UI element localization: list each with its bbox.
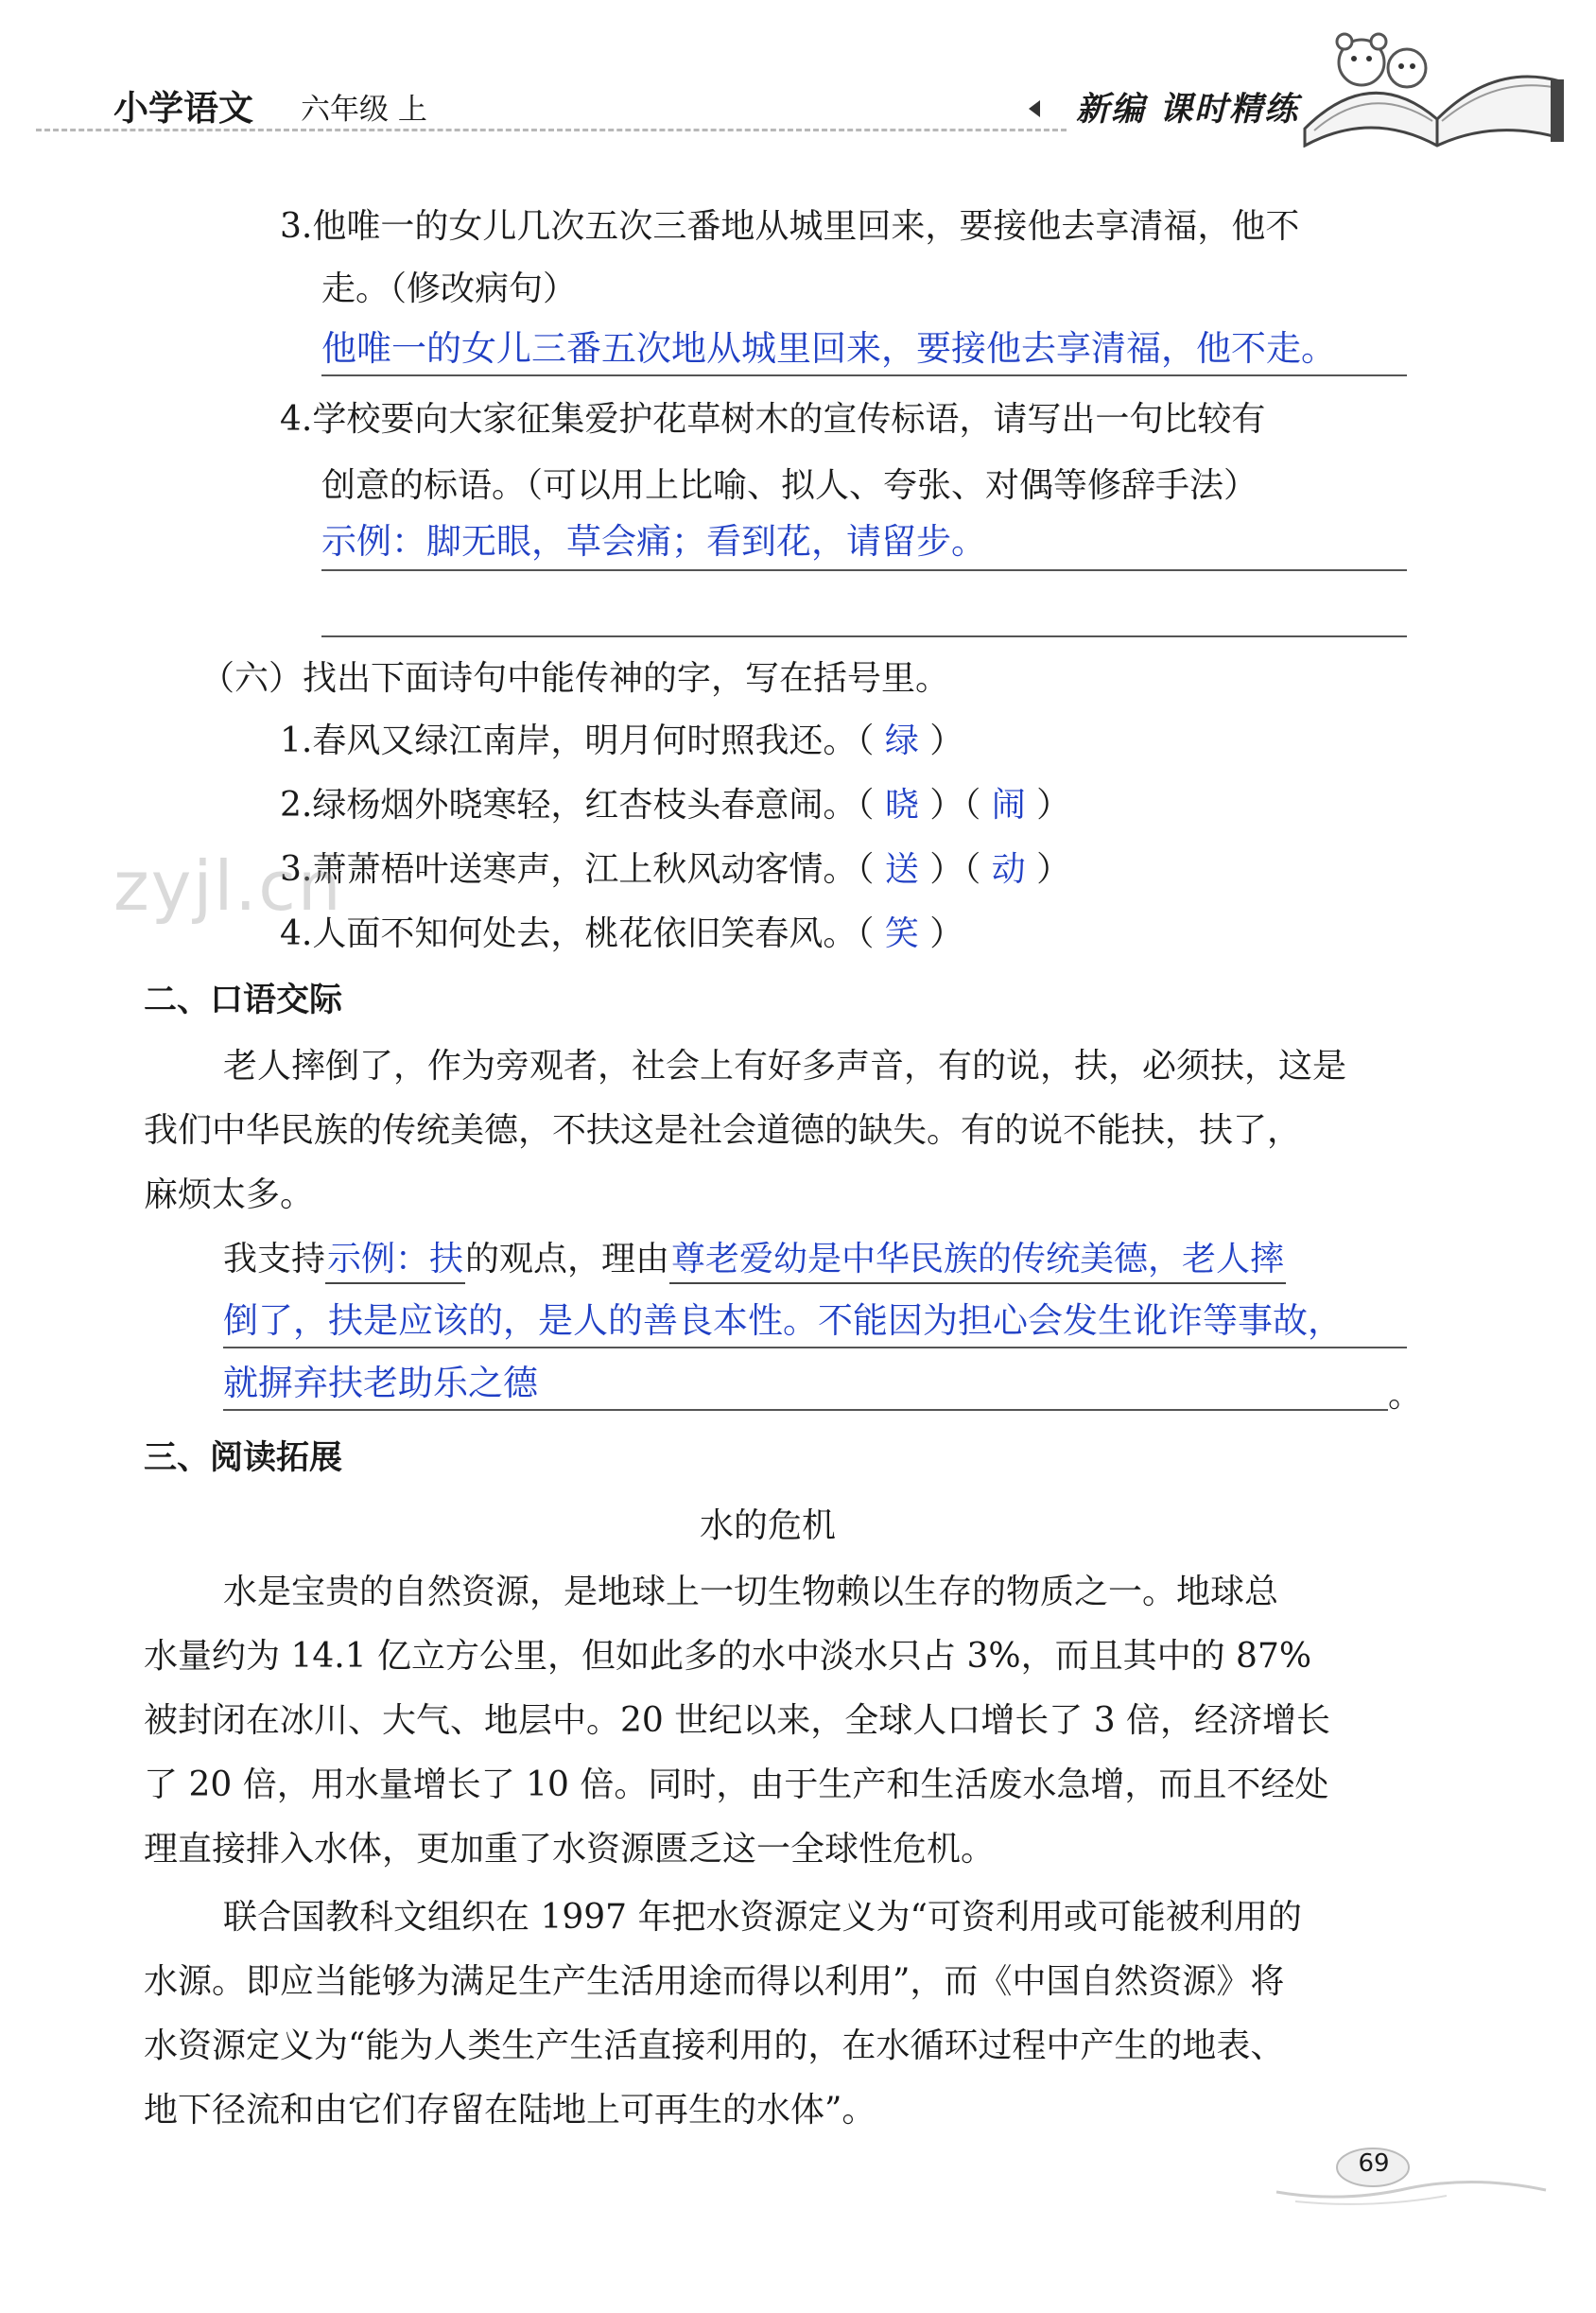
reason-answer-line2: 倒了，扶是应该的，是人的善良本性。不能因为担心会发生讹诈等事故， xyxy=(223,1300,1343,1341)
poem-item-4: 4.人面不知何处去，桃花依旧笑春风。（ 笑 ） xyxy=(280,914,964,953)
question-3-stem-line1: 3.他唯一的女儿几次五次三番地从城里回来，要接他去享清福，他不 xyxy=(280,207,1300,246)
reading-line: 水是宝贵的自然资源，是地球上一切生物赖以生存的物质之一。地球总 xyxy=(223,1573,1279,1611)
triangle-marker-icon xyxy=(1029,100,1040,117)
answer-underline xyxy=(223,1409,1388,1411)
reading-line: 水源。即应当能够为满足生产生活用途而得以利用”，而《中国自然资源》将 xyxy=(144,1962,1285,2001)
poem-line: 4.人面不知何处去，桃花依旧笑春风。 xyxy=(280,914,858,953)
answer-char: 笑 xyxy=(884,914,919,953)
answer-underline xyxy=(321,569,1407,571)
answer-char: 动 xyxy=(991,850,1026,889)
answer-underline xyxy=(321,635,1407,637)
section-oral-heading: 二、口语交际 xyxy=(144,982,343,1019)
reading-title: 水的危机 xyxy=(700,1506,837,1545)
question-4-answer: 示例：脚无眼，草会痛；看到花，请留步。 xyxy=(321,521,986,562)
open-book-mascot-icon xyxy=(1295,25,1570,148)
part-6-heading: （六）找出下面诗句中能传神的字，写在括号里。 xyxy=(200,659,950,698)
question-4-stem-line1: 4.学校要向大家征集爱护花草树木的宣传标语，请写出一句比较有 xyxy=(280,400,1266,439)
poem-item-1: 1.春风又绿江南岸，明月何时照我还。（ 绿 ） xyxy=(280,722,964,760)
watermark: zyjl.cn xyxy=(113,846,343,926)
poem-item-2: 2.绿杨烟外晓寒轻，红杏枝头春意闹。（ 晓 ）（ 闹 ） xyxy=(280,786,1071,825)
end-punctuation: 。 xyxy=(1388,1376,1423,1415)
poem-line: 2.绿杨烟外晓寒轻，红杏枝头春意闹。 xyxy=(280,786,858,825)
header-divider xyxy=(36,129,1067,131)
oral-paragraph-line1: 老人摔倒了，作为旁观者，社会上有好多声音，有的说，扶，必须扶，这是 xyxy=(223,1047,1347,1086)
answer-char: 晓 xyxy=(884,786,919,825)
support-answer: 示例：扶 xyxy=(325,1237,465,1284)
book-brand: 小学语文 xyxy=(113,88,253,129)
reading-line: 联合国教科文组织在 1997 年把水资源定义为“可资利用或可能被利用的 xyxy=(223,1898,1302,1937)
page-number: 69 xyxy=(1358,2149,1390,2178)
answer-char: 闹 xyxy=(991,786,1026,825)
answer-underline xyxy=(321,374,1407,376)
reading-line: 水资源定义为“能为人类生产生活直接利用的，在水循环过程中产生的地表、 xyxy=(144,2026,1285,2065)
page-number-decoration-icon xyxy=(1267,2147,1551,2213)
question-3-answer: 他唯一的女儿三番五次地从城里回来，要接他去享清福，他不走。 xyxy=(321,328,1336,369)
oral-paragraph-line2: 我们中华民族的传统美德，不扶这是社会道德的缺失。有的说不能扶，扶了， xyxy=(144,1111,1302,1150)
oral-paragraph-line3: 麻烦太多。 xyxy=(144,1175,315,1214)
series-name: 新编 课时精练 xyxy=(1076,91,1300,129)
section-reading-heading: 三、阅读拓展 xyxy=(144,1439,343,1477)
page-header xyxy=(0,0,1596,151)
answer-char: 送 xyxy=(884,850,919,889)
answer-char: 绿 xyxy=(884,722,919,760)
poem-line: 3.萧萧梧叶送寒声，江上秋风动客情。 xyxy=(280,850,858,889)
reading-line: 地下径流和由它们存留在陆地上可再生的水体”。 xyxy=(144,2091,876,2130)
poem-line: 1.春风又绿江南岸，明月何时照我还。 xyxy=(280,722,858,760)
reason-answer-line3: 就摒弃扶老助乐之德 xyxy=(223,1363,538,1403)
book-grade: 六年级 上 xyxy=(301,93,427,127)
reading-line: 水量约为 14.1 亿立方公里，但如此多的水中淡水只占 3%，而且其中的 87% xyxy=(144,1637,1312,1676)
reason-answer-line1: 尊老爱幼是中华民族的传统美德，老人摔 xyxy=(669,1237,1286,1284)
question-4-stem-line2: 创意的标语。（可以用上比喻、拟人、夸张、对偶等修辞手法） xyxy=(321,466,1258,505)
support-line: 我支持示例：扶的观点，理由尊老爱幼是中华民族的传统美德，老人摔 xyxy=(223,1237,1286,1284)
poem-item-3: 3.萧萧梧叶送寒声，江上秋风动客情。（ 送 ）（ 动 ） xyxy=(280,850,1071,889)
question-3-stem-line2: 走。（修改病句） xyxy=(321,270,578,308)
answer-underline xyxy=(223,1347,1407,1348)
reading-line: 被封闭在冰川、大气、地层中。20 世纪以来，全球人口增长了 3 倍，经济增长 xyxy=(144,1701,1331,1740)
reading-line: 理直接排入水体，更加重了水资源匮乏这一全球性危机。 xyxy=(144,1830,996,1869)
reading-line: 了 20 倍，用水量增长了 10 倍。同时，由于生产和生活废水急增，而且不经处 xyxy=(144,1765,1329,1804)
